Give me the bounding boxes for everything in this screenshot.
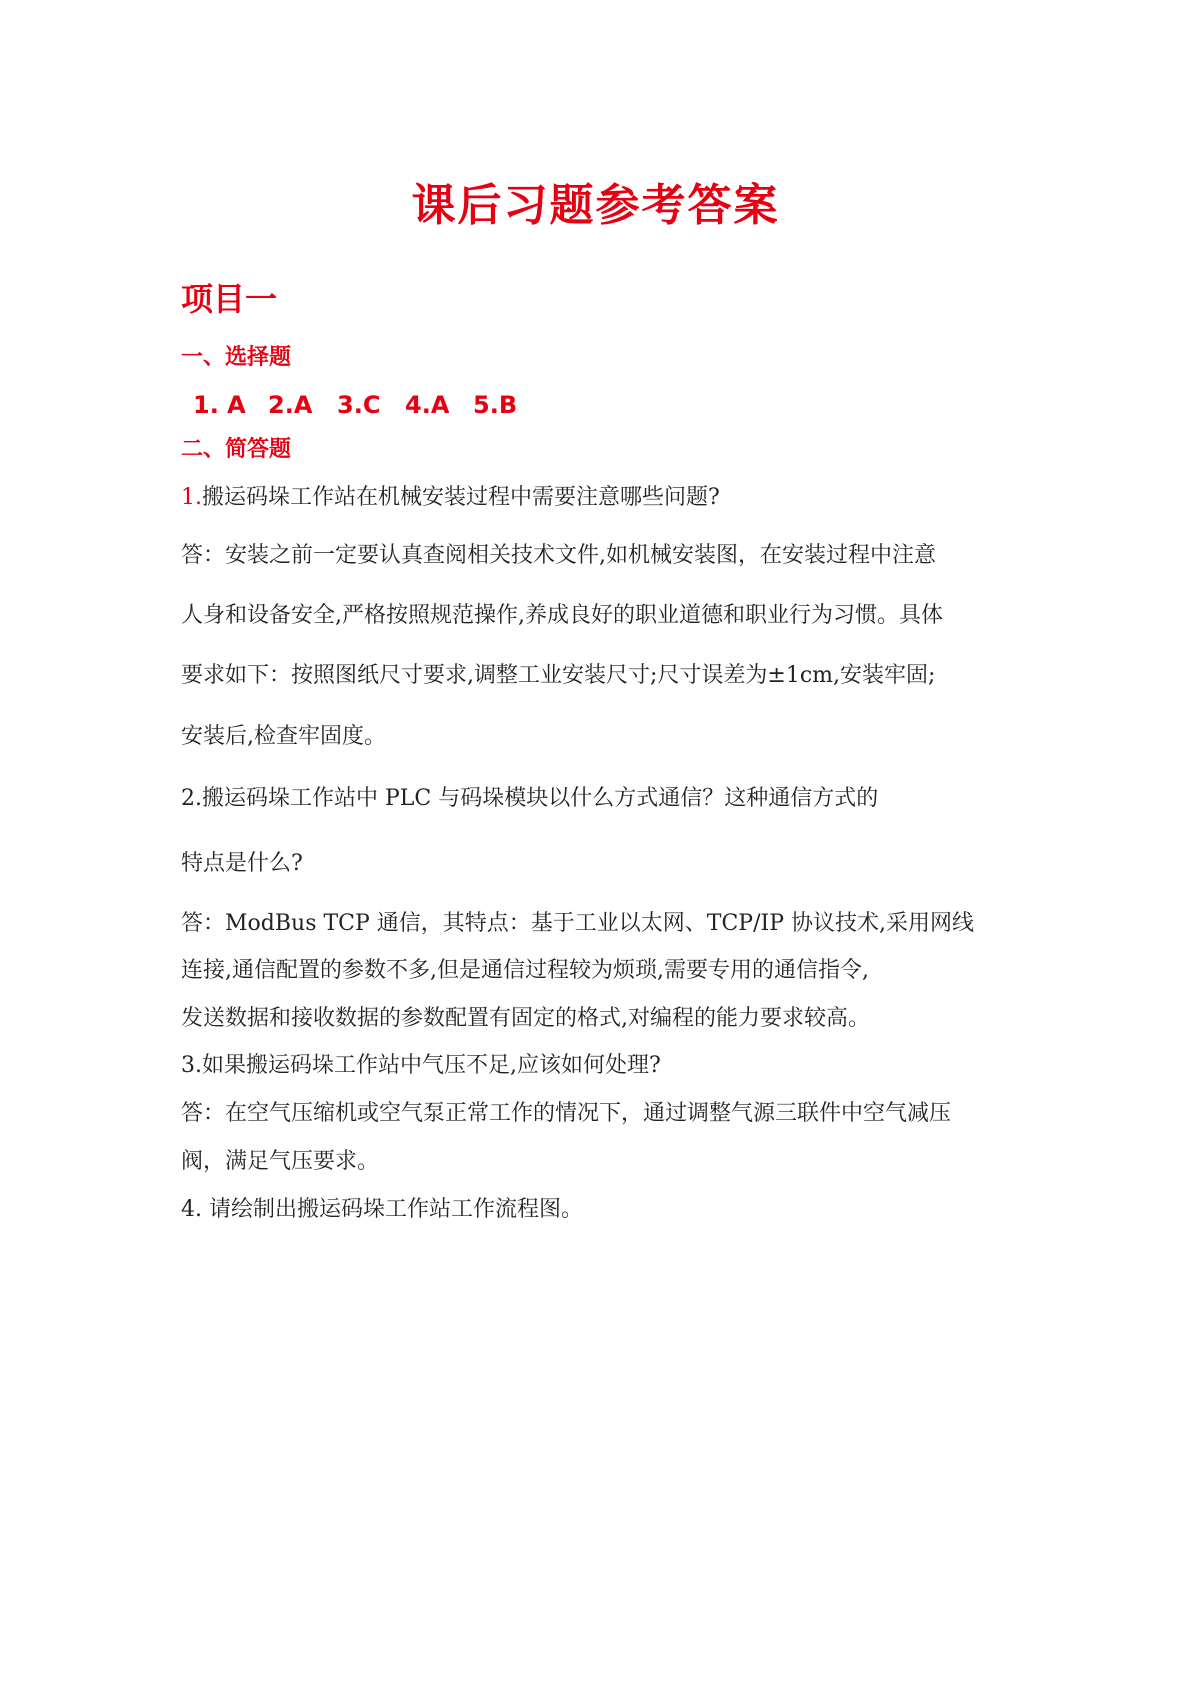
answer-2-line: 发送数据和接收数据的参数配置有固定的格式,对编程的能力要求较高。 [181, 1006, 870, 1031]
answer-1-line: 人身和设备安全,严格按照规范操作,养成良好的职业道德和职业行为习惯。具体 [181, 603, 943, 628]
answer-item: 2.A [268, 391, 313, 419]
answer-item: 1. A [193, 391, 246, 419]
question-3: 3.如果搬运码垛工作站中气压不足,应该如何处理? [181, 1053, 661, 1078]
answer-item: 3.C [337, 391, 381, 419]
answer-3-line: 答：在空气压缩机或空气泵正常工作的情况下，通过调整气源三联件中空气减压 [181, 1101, 952, 1126]
question-4: 4. 请绘制出搬运码垛工作站工作流程图。 [181, 1197, 583, 1222]
answer-2-line: 连接,通信配置的参数不多,但是通信过程较为烦琐,需要专用的通信指令, [181, 958, 869, 983]
answer-item: 5.B [473, 391, 518, 419]
answer-3-line: 阀，满足气压要求。 [181, 1149, 380, 1174]
answer-1-line: 要求如下：按照图纸尺寸要求,调整工业安装尺寸;尺寸误差为±1cm,安装牢固; [181, 663, 936, 688]
question-2-line: 2.搬运码垛工作站中 PLC 与码垛模块以什么方式通信？这种通信方式的 [181, 786, 879, 811]
question-2-line: 特点是什么? [181, 851, 303, 876]
answer-item: 4.A [405, 391, 450, 419]
answer-1-line: 答：安装之前一定要认真查阅相关技术文件,如机械安装图，在安装过程中注意 [181, 543, 936, 568]
answer-2-line: 答：ModBus TCP 通信，其特点：基于工业以太网、TCP/IP 协议技术,采用网线 [181, 911, 974, 936]
page-title: 课后习题参考答案 [411, 180, 780, 231]
question-number: 1. [181, 485, 202, 510]
choice-answers [193, 388, 517, 422]
answer-1-line: 安装后,检查牢固度。 [181, 724, 386, 749]
section-short-answer: 二、简答题 [181, 437, 292, 462]
section-multiple-choice: 一、选择题 [181, 345, 292, 370]
question-1 [181, 482, 720, 514]
question-text: 搬运码垛工作站在机械安装过程中需要注意哪些问题? [202, 485, 720, 510]
project-heading: 项目一 [181, 280, 278, 318]
